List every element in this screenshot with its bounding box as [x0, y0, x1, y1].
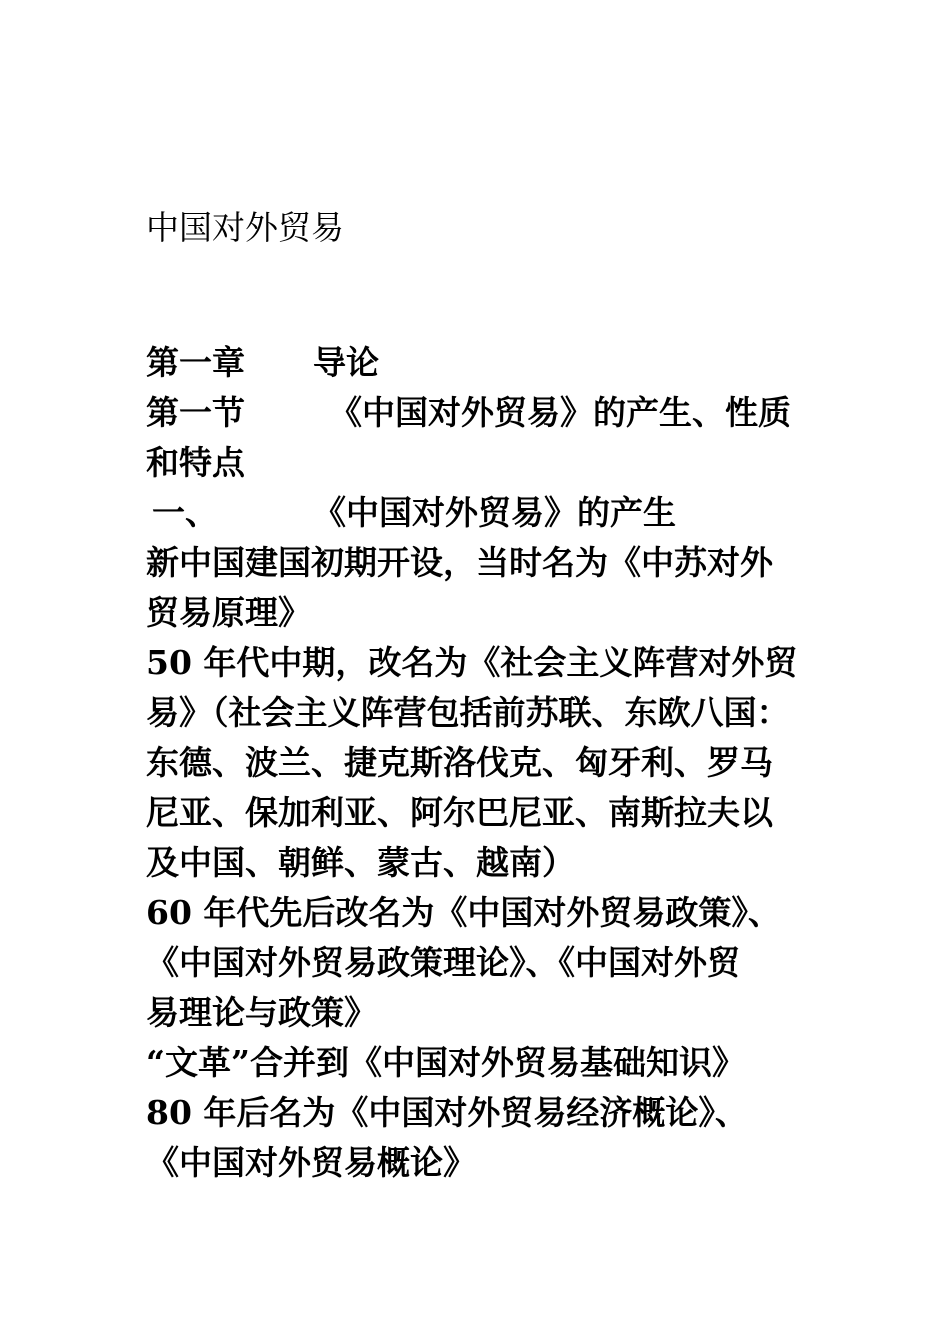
paragraph-line: 东德、波兰、捷克斯洛伐克、匈牙利、罗马: [146, 743, 773, 782]
paragraph-line: 及中国、朝鲜、蒙古、越南）: [146, 843, 575, 882]
chapter-heading: [146, 338, 826, 388]
section-heading-continued: [146, 438, 826, 488]
section-heading: [146, 388, 826, 438]
document-body: [146, 338, 826, 1188]
section-name-line2: 和特点: [146, 443, 245, 482]
paragraph-line: 50 年代中期，改名为《社会主义阵营对外贸: [146, 643, 798, 682]
paragraph-line: 新中国建国初期开设，当时名为《中苏对外: [146, 543, 773, 582]
paragraph-line: 尼亚、保加利亚、阿尔巴尼亚、南斯拉夫以: [146, 793, 773, 832]
paragraph-line: 易理论与政策》: [146, 993, 377, 1032]
paragraph-line: 贸易原理》: [146, 593, 311, 632]
paragraph-line: 60 年代先后改名为《中国对外贸易政策》、: [146, 893, 781, 932]
paragraph-line: “文革”合并到《中国对外贸易基础知识》: [146, 1043, 745, 1082]
paragraph-line: 《中国对外贸易政策理论》、《中国对外贸: [146, 943, 740, 982]
paragraph-line: 《中国对外贸易概论》: [146, 1143, 476, 1182]
paragraph-line: 80 年后名为《中国对外贸易经济概论》、: [146, 1093, 748, 1132]
section-name-line1: 《中国对外贸易》的产生、性质: [329, 393, 791, 432]
point-heading: [146, 488, 826, 538]
point-name: 《中国对外贸易》的产生: [313, 493, 676, 532]
point-label: 一、: [152, 493, 218, 532]
chapter-name: 导论: [313, 343, 379, 382]
paragraph-line: 易》（社会主义阵营包括前苏联、东欧八国：: [146, 693, 790, 732]
chapter-label: 第一章: [146, 343, 245, 382]
document-title: 中国对外贸易: [146, 208, 344, 247]
section-label: 第一节: [146, 393, 245, 432]
